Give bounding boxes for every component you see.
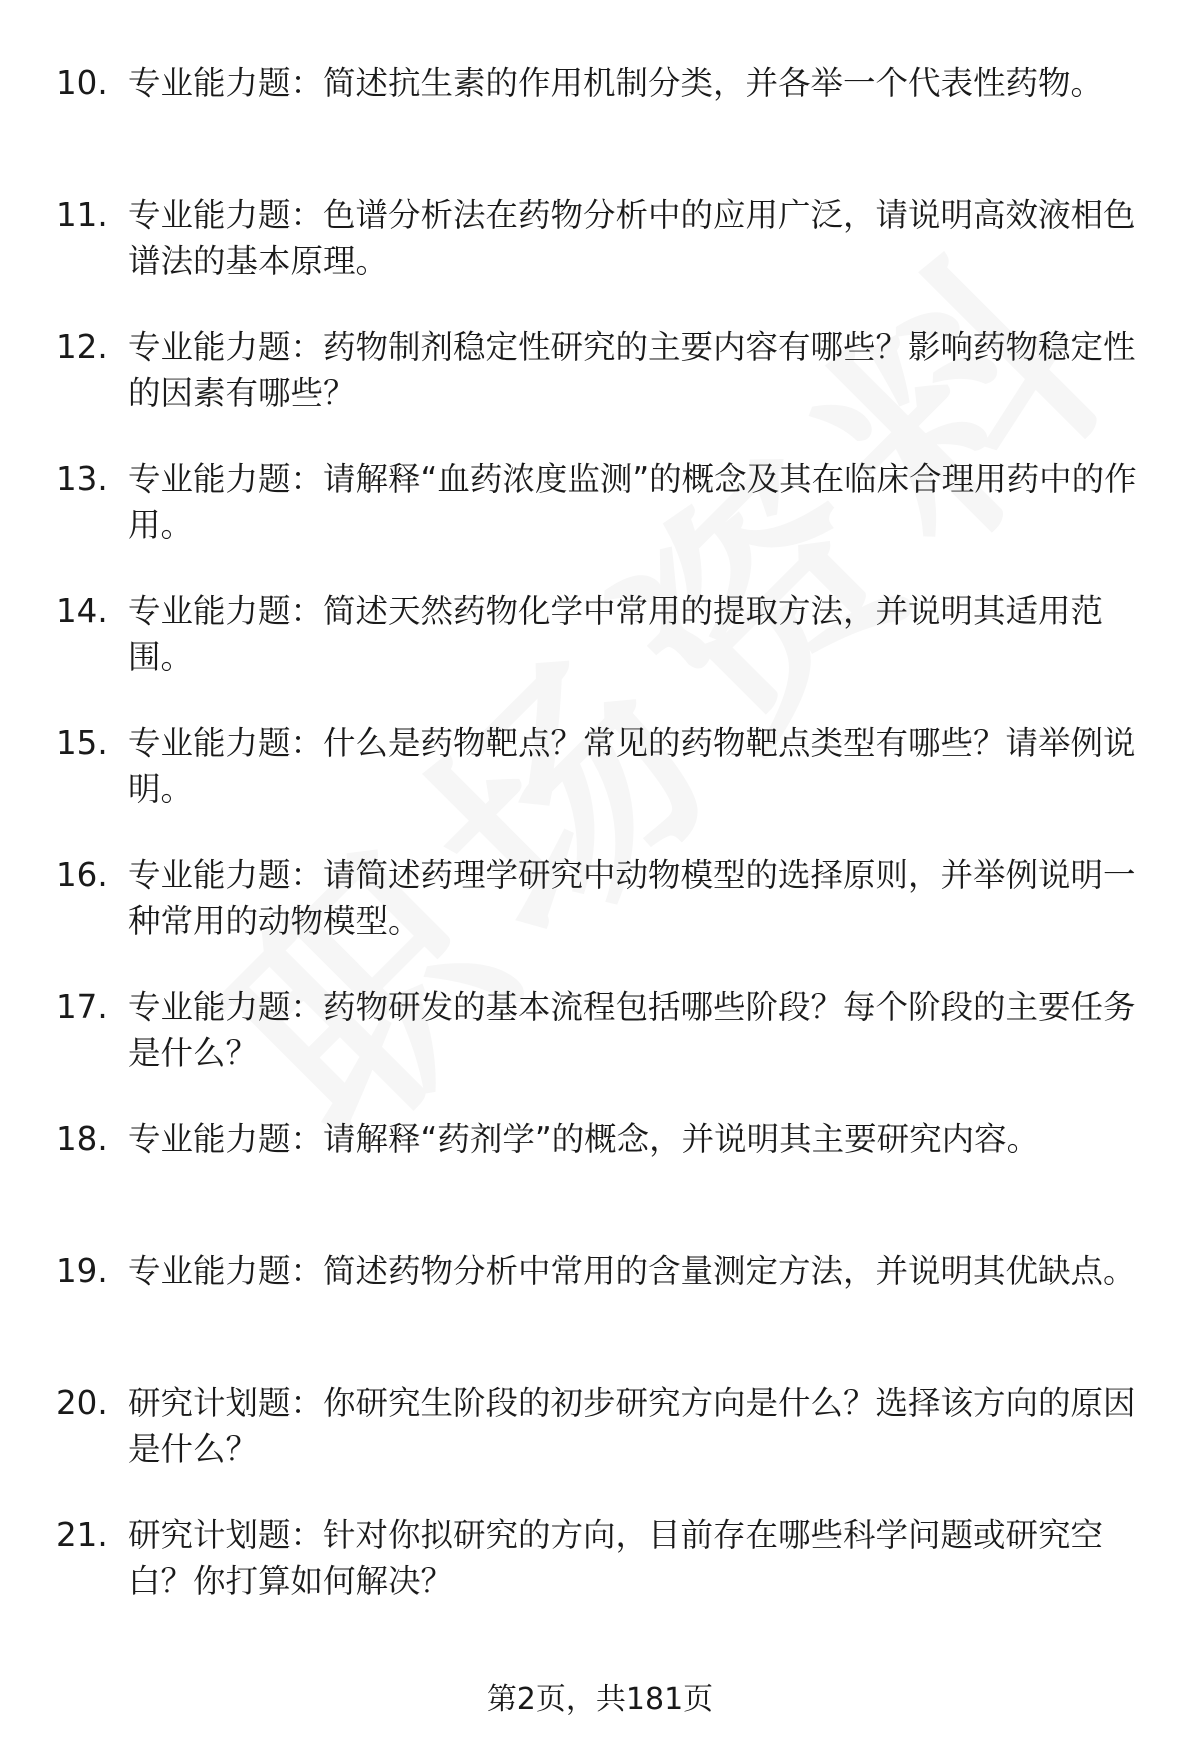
question-number: 20. bbox=[56, 1384, 108, 1422]
question-text: 研究计划题：针对你拟研究的方向，目前存在哪些科学问题或研究空白？你打算如何解决？ bbox=[128, 1516, 1104, 1600]
question-text: 专业能力题：简述抗生素的作用机制分类，并各举一个代表性药物。 bbox=[128, 64, 1104, 102]
question-number: 14. bbox=[56, 592, 108, 630]
page-footer: 第2页，共181页 bbox=[486, 1682, 714, 1717]
question-item bbox=[56, 192, 1146, 324]
question-text: 专业能力题：简述天然药物化学中常用的提取方法，并说明其适用范围。 bbox=[128, 592, 1104, 676]
question-item bbox=[56, 984, 1146, 1116]
question-number: 13. bbox=[56, 460, 108, 498]
question-text: 专业能力题：请解释“血药浓度监测”的概念及其在临床合理用药中的作用。 bbox=[128, 460, 1137, 544]
question-item bbox=[56, 1248, 1146, 1380]
question-item bbox=[56, 456, 1146, 588]
question-item bbox=[56, 852, 1146, 984]
question-text: 专业能力题：简述药物分析中常用的含量测定方法，并说明其优缺点。 bbox=[128, 1252, 1136, 1290]
question-list bbox=[56, 60, 1146, 1644]
question-item bbox=[56, 720, 1146, 852]
question-text: 专业能力题：色谱分析法在药物分析中的应用广泛，请说明高效液相色谱法的基本原理。 bbox=[128, 196, 1136, 280]
question-text: 专业能力题：请简述药理学研究中动物模型的选择原则，并举例说明一种常用的动物模型。 bbox=[128, 856, 1136, 940]
question-number: 12. bbox=[56, 328, 108, 366]
question-item bbox=[56, 60, 1146, 192]
question-number: 18. bbox=[56, 1120, 108, 1158]
question-number: 16. bbox=[56, 856, 108, 894]
question-text: 研究计划题：你研究生阶段的初步研究方向是什么？选择该方向的原因是什么？ bbox=[128, 1384, 1136, 1468]
question-number: 21. bbox=[56, 1516, 108, 1554]
question-text: 专业能力题：请解释“药剂学”的概念，并说明其主要研究内容。 bbox=[128, 1120, 1040, 1158]
question-item bbox=[56, 1512, 1146, 1644]
question-text: 专业能力题：药物制剂稳定性研究的主要内容有哪些？影响药物稳定性的因素有哪些？ bbox=[128, 328, 1136, 412]
question-item bbox=[56, 1380, 1146, 1512]
question-number: 15. bbox=[56, 724, 108, 762]
question-number: 11. bbox=[56, 196, 108, 234]
question-text: 专业能力题：药物研发的基本流程包括哪些阶段？每个阶段的主要任务是什么？ bbox=[128, 988, 1136, 1072]
question-number: 19. bbox=[56, 1252, 108, 1290]
question-text: 专业能力题：什么是药物靶点？常见的药物靶点类型有哪些？请举例说明。 bbox=[128, 724, 1136, 808]
question-item bbox=[56, 588, 1146, 720]
question-number: 17. bbox=[56, 988, 108, 1026]
question-item bbox=[56, 324, 1146, 456]
question-number: 10. bbox=[56, 64, 108, 102]
question-item bbox=[56, 1116, 1146, 1248]
